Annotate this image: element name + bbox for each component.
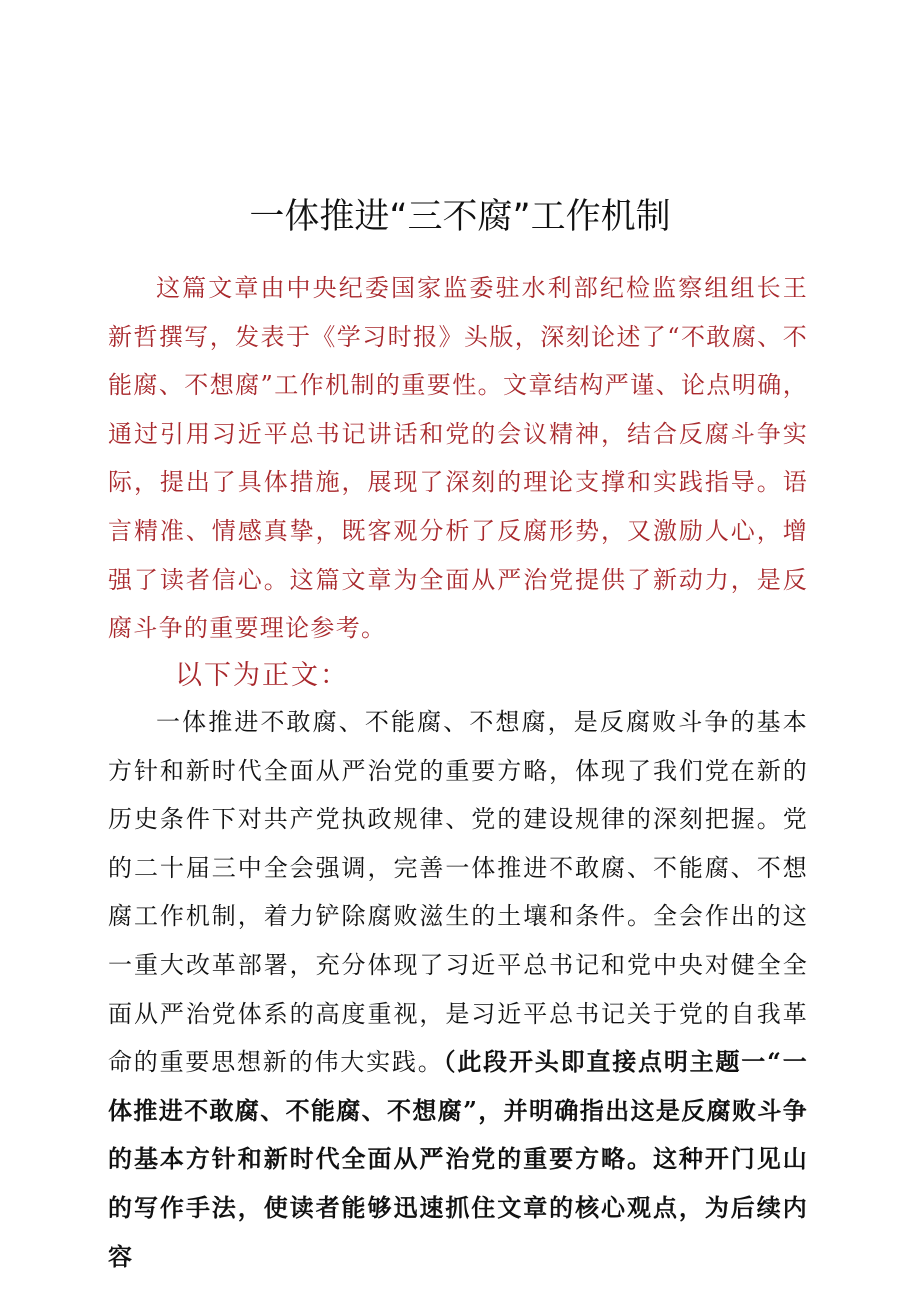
lead-heading: 以下为正文： <box>175 660 349 691</box>
summary-paragraph: 这篇文章由中央纪委国家监委驻水利部纪检监察组组长王新哲撰写，发表于《学习时报》头版，深刻论述了“不敢腐、不能腐、不想腐”工作机制的重要性。文章结构严谨、论点明确，通过引用习近平总书记讲话和党的会议精神，结合反腐斗争实际，提出了具体措施，展现了深刻的理论支撑和实践指导。语言精准、情感真挚，既客观分析了反腐形势，又激励人心，增强了读者信心。这篇文章为全面从严治党提供了新动力，是反腐斗争的重要理论参考。 <box>108 274 808 643</box>
document-title: 一体推进“三不腐”工作机制 <box>249 197 671 238</box>
body-text-normal: 一体推进不敢腐、不能腐、不想腐，是反腐败斗争的基本方针和新时代全面从严治党的重要方略，体现了我们党在新的历史条件下对共产党执政规律、党的建设规律的深刻把握。党的二十届三中全会强调，完善一体推进不敢腐、不能腐、不想腐工作机制，着力铲除腐败滋生的土壤和条件。全会作出的这一重大改革部署，充分体现了习近平总书记和党中央对健全全面从严治党体系的高度重视，是习近平总书记关于党的自我革命的重要思想新的伟大实践。 <box>108 708 808 1077</box>
body-paragraph <box>108 698 808 1281</box>
body-annotation-bold: （此段开头即直接点明主题一“一体推进不敢腐、不能腐、不想腐”，并明确指出这是反腐败斗争的基本方针和新时代全面从严治党的重要方略。这种开门见山的写作手法，使读者能够迅速抓住文章的核心观点，为后续内容 <box>108 1047 808 1271</box>
